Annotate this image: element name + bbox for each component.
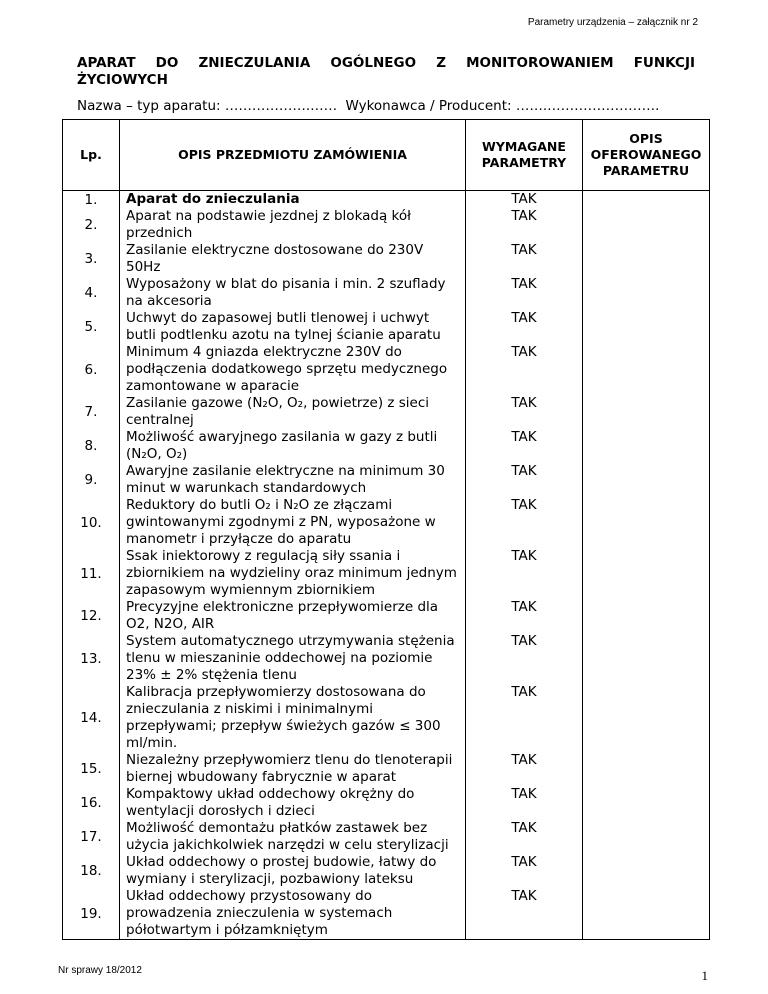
case-number: Nr sprawy 18/2012 (58, 965, 142, 976)
table-row (63, 208, 710, 242)
parameters-table (62, 119, 710, 940)
row-lp: 3. (63, 242, 120, 276)
row-required: TAK (466, 820, 583, 854)
row-description: Minimum 4 gniazda elektryczne 230V do podłączenia dodatkowego sprzętu medycznego zamontowane w aparacie (120, 344, 466, 395)
table-row (63, 395, 710, 429)
table-row (63, 191, 710, 209)
page-number: 1 (701, 968, 708, 983)
row-offered-cell (583, 684, 710, 752)
row-required: TAK (466, 310, 583, 344)
row-lp: 4. (63, 276, 120, 310)
row-required: TAK (466, 752, 583, 786)
table-row (63, 548, 710, 599)
row-required: TAK (466, 276, 583, 310)
row-required: TAK (466, 395, 583, 429)
table-row (63, 344, 710, 395)
row-required: TAK (466, 463, 583, 497)
row-lp: 19. (63, 888, 120, 940)
title-line-2: ŻYCIOWYCH (77, 72, 168, 88)
row-required: TAK (466, 191, 583, 209)
header-required: WYMAGANE PARAMETRY (466, 120, 583, 191)
row-offered-cell (583, 310, 710, 344)
table-header-row (63, 120, 710, 191)
row-offered-cell (583, 854, 710, 888)
row-description: Aparat na podstawie jezdnej z blokadą kół przednich (120, 208, 466, 242)
table-row (63, 752, 710, 786)
row-description: Układ oddechowy o prostej budowie, łatwy do wymiany i sterylizacji, pozbawiony lateksu (120, 854, 466, 888)
table-row (63, 242, 710, 276)
row-lp: 5. (63, 310, 120, 344)
row-description: Ssak iniektorowy z regulacją siły ssania i zbiornikiem na wydzieliny oraz minimum jednym zapasowym wymiennym zbiornikiem (120, 548, 466, 599)
table-row (63, 786, 710, 820)
row-offered-cell (583, 395, 710, 429)
row-required: TAK (466, 888, 583, 940)
row-description: Układ oddechowy przystosowany do prowadzenia znieczulenia w systemach półotwartym i półzamkniętym (120, 888, 466, 940)
table-row (63, 633, 710, 684)
table-row (63, 497, 710, 548)
row-required: TAK (466, 208, 583, 242)
row-required: TAK (466, 429, 583, 463)
row-description-bold: Aparat do znieczulania (126, 191, 300, 207)
table-row (63, 429, 710, 463)
row-offered-cell (583, 208, 710, 242)
row-description: Uchwyt do zapasowej butli tlenowej i uchwyt butli podtlenku azotu na tylnej ścianie aparatu (120, 310, 466, 344)
row-description: Zasilanie gazowe (N₂O, O₂, powietrze) z sieci centralnej (120, 395, 466, 429)
table-row (63, 854, 710, 888)
row-required: TAK (466, 786, 583, 820)
row-lp: 13. (63, 633, 120, 684)
row-offered-cell (583, 344, 710, 395)
row-description: Niezależny przepływomierz tlenu do tlenoterapii biernej wbudowany fabrycznie w aparat (120, 752, 466, 786)
row-description (120, 191, 466, 209)
row-required: TAK (466, 497, 583, 548)
table-row (63, 599, 710, 633)
row-description: Kalibracja przepływomierzy dostosowana do znieczulania z niskimi i minimalnymi przepływami; przepływ świeżych gazów ≤ 300 ml/min. (120, 684, 466, 752)
row-offered-cell (583, 752, 710, 786)
row-offered-cell (583, 633, 710, 684)
row-lp: 16. (63, 786, 120, 820)
row-required: TAK (466, 633, 583, 684)
title-line-1: APARAT DO ZNIECZULANIA OGÓLNEGO Z MONITOROWANIEM FUNKCJI (77, 55, 695, 71)
row-offered-cell (583, 888, 710, 940)
row-description: Kompaktowy układ oddechowy okrężny do wentylacji dorosłych i dzieci (120, 786, 466, 820)
row-required: TAK (466, 548, 583, 599)
row-lp: 7. (63, 395, 120, 429)
row-required: TAK (466, 684, 583, 752)
row-lp: 9. (63, 463, 120, 497)
row-offered-cell (583, 786, 710, 820)
table-row (63, 310, 710, 344)
row-lp: 6. (63, 344, 120, 395)
row-lp: 17. (63, 820, 120, 854)
row-offered-cell (583, 276, 710, 310)
header-lp: Lp. (63, 120, 120, 191)
row-lp: 1. (63, 191, 120, 209)
row-lp: 14. (63, 684, 120, 752)
row-required: TAK (466, 344, 583, 395)
row-description: Wyposażony w blat do pisania i min. 2 szuflady na akcesoria (120, 276, 466, 310)
row-lp: 18. (63, 854, 120, 888)
row-description: Awaryjne zasilanie elektryczne na minimum 30 minut w warunkach standardowych (120, 463, 466, 497)
row-offered-cell (583, 820, 710, 854)
row-lp: 11. (63, 548, 120, 599)
row-description: Możliwość demontażu płatków zastawek bez użycia jakichkolwiek narzędzi w celu sterylizacji (120, 820, 466, 854)
row-lp: 2. (63, 208, 120, 242)
header-offered: OPIS OFEROWANEGO PARAMETRU (583, 120, 710, 191)
row-required: TAK (466, 599, 583, 633)
row-lp: 15. (63, 752, 120, 786)
row-offered-cell (583, 191, 710, 209)
row-description: Możliwość awaryjnego zasilania w gazy z butli (N₂O, O₂) (120, 429, 466, 463)
table-row (63, 820, 710, 854)
row-description: Zasilanie elektryczne dostosowane do 230V 50Hz (120, 242, 466, 276)
row-lp: 10. (63, 497, 120, 548)
row-offered-cell (583, 463, 710, 497)
device-name-label: Nazwa – typ aparatu: ……………….…… (77, 98, 338, 114)
row-offered-cell (583, 599, 710, 633)
document-title (77, 55, 695, 89)
row-required: TAK (466, 242, 583, 276)
header-description: OPIS PRZEDMIOTU ZAMÓWIENIA (120, 120, 466, 191)
row-description: System automatycznego utrzymywania stężenia tlenu w mieszaninie oddechowej na poziomie 23% ± 2% stężenia tlenu (120, 633, 466, 684)
row-description: Reduktory do butli O₂ i N₂O ze złączami gwintowanymi zgodnymi z PN, wyposażone w manometr i przyłącze do aparatu (120, 497, 466, 548)
table-row (63, 276, 710, 310)
row-description: Precyzyjne elektroniczne przepływomierze dla O2, N2O, AIR (120, 599, 466, 633)
row-lp: 8. (63, 429, 120, 463)
device-name-line (77, 98, 663, 114)
header-note: Parametry urządzenia – załącznik nr 2 (527, 17, 698, 28)
row-lp: 12. (63, 599, 120, 633)
row-offered-cell (583, 242, 710, 276)
row-offered-cell (583, 497, 710, 548)
table-row (63, 463, 710, 497)
row-offered-cell (583, 548, 710, 599)
row-offered-cell (583, 429, 710, 463)
manufacturer-label: Wykonawca / Producent: …….……………………. (345, 98, 660, 114)
table-row (63, 684, 710, 752)
row-required: TAK (466, 854, 583, 888)
table-row (63, 888, 710, 940)
